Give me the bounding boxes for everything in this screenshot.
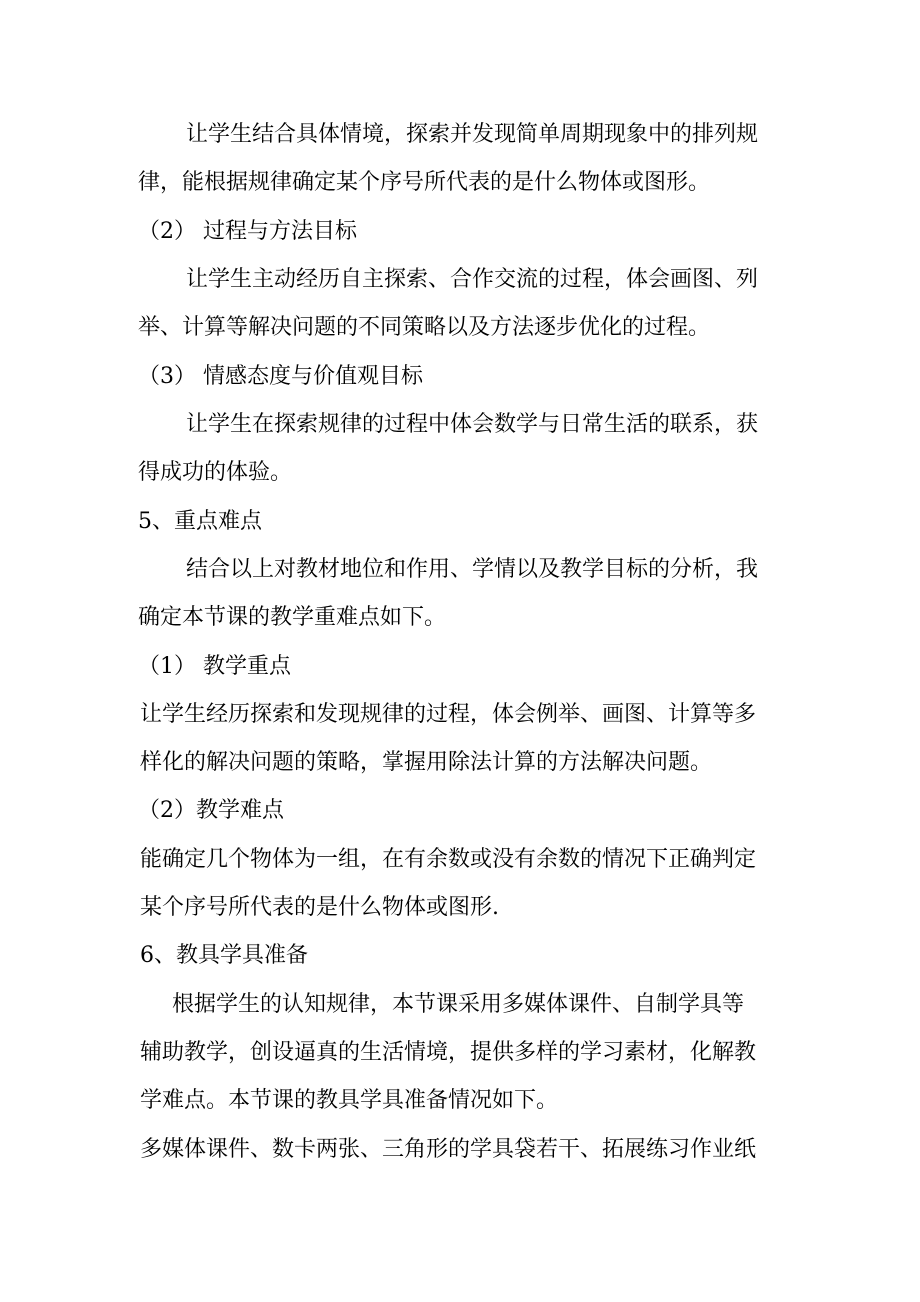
paragraph-line: 让学生结合具体情境，探索并发现简单周期现象中的排列规: [186, 122, 759, 147]
paragraph-line: 得成功的体验。: [138, 460, 293, 485]
paragraph-line: 能确定几个物体为一组，在有余数或没有余数的情况下正确判定: [140, 847, 757, 872]
paragraph-line: 让学生主动经历自主探索、合作交流的过程，体会画图、列: [186, 267, 759, 292]
paragraph-line: 确定本节课的教学重难点如下。: [138, 605, 447, 630]
paragraph-line: 学难点。本节课的教具学具准备情况如下。: [140, 1088, 559, 1113]
paragraph-line: 多媒体课件、数卡两张、三角形的学具袋若干、拓展练习作业纸: [140, 1137, 757, 1162]
paragraph-line: 根据学生的认知规律，本节课采用多媒体课件、自制学具等: [172, 992, 745, 1017]
subheading-emotion-values: （3） 情感态度与价值观目标: [138, 364, 423, 389]
paragraph-line: 让学生在探索规律的过程中体会数学与日常生活的联系，获: [186, 412, 759, 437]
paragraph-line: 辅助教学，创设逼真的生活情境，提供多样的学习素材，化解教: [140, 1040, 757, 1065]
paragraph-line: 让学生经历探索和发现规律的过程，体会例举、画图、计算等多: [140, 702, 757, 727]
section-heading-teaching-aids: 6、教具学具准备: [140, 943, 308, 968]
paragraph-line: 举、计算等解决问题的不同策略以及方法逐步优化的过程。: [138, 315, 711, 340]
paragraph-line: 样化的解决问题的策略，掌握用除法计算的方法解决问题。: [140, 750, 713, 775]
subheading-teaching-focus: （1） 教学重点: [138, 654, 291, 679]
subheading-teaching-difficulty: （2）教学难点: [138, 798, 284, 823]
paragraph-line: 结合以上对教材地位和作用、学情以及教学目标的分析，我: [186, 557, 759, 582]
section-heading-key-points: 5、重点难点: [138, 509, 262, 534]
subheading-process-method: （2） 过程与方法目标: [138, 219, 357, 244]
paragraph-line: 某个序号所代表的是什么物体或图形.: [140, 895, 499, 920]
paragraph-line: 律，能根据规律确定某个序号所代表的是什么物体或图形。: [138, 170, 711, 195]
